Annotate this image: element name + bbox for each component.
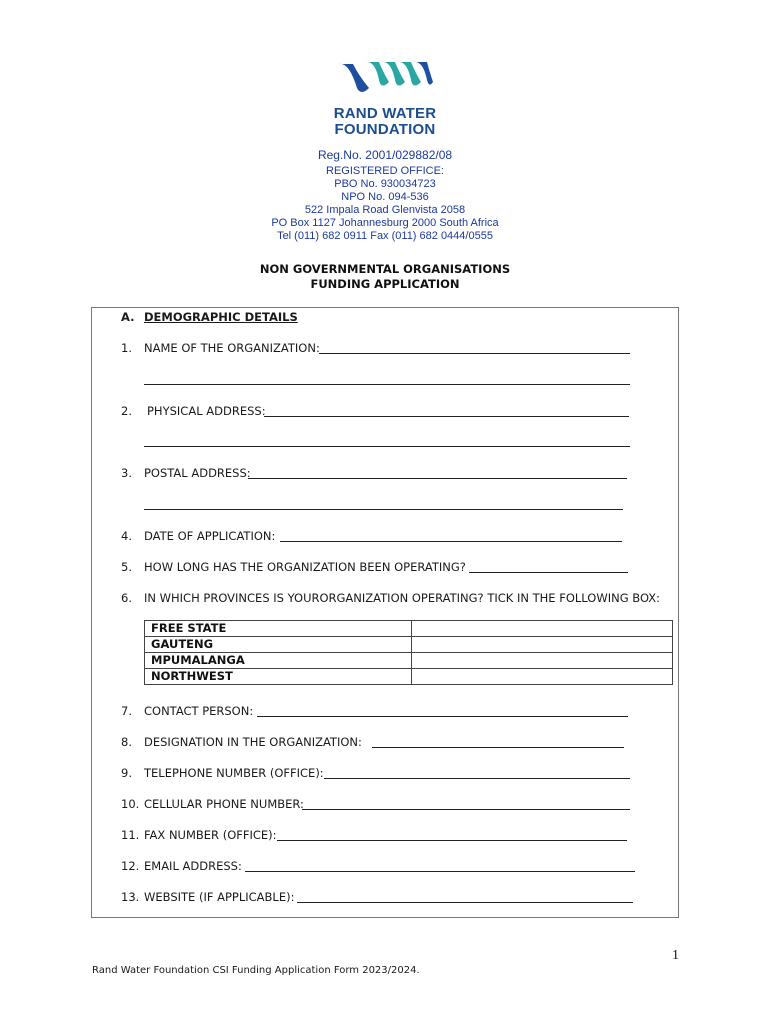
website-input[interactable]: [297, 902, 633, 903]
website-label: WEBSITE (IF APPLICABLE):: [144, 890, 295, 904]
email-address-label: EMAIL ADDRESS:: [144, 859, 242, 873]
postal-address-input-line2[interactable]: [144, 509, 623, 510]
form-title-line2: FUNDING APPLICATION: [310, 277, 460, 291]
field-11-number: 11.: [121, 828, 140, 842]
field-9-number: 9.: [121, 766, 132, 780]
section-title: DEMOGRAPHIC DETAILS: [144, 310, 298, 324]
field-7-number: 7.: [121, 704, 132, 718]
provinces-table: [144, 620, 673, 685]
province-row: [145, 653, 673, 669]
field-13-number: 13.: [121, 890, 140, 904]
field-5-number: 5.: [121, 560, 132, 574]
field-8-number: 8.: [121, 735, 132, 749]
province-tick-box-northwest[interactable]: [412, 669, 673, 685]
npo-number: NPO No. 094-536: [341, 191, 429, 203]
pbo-number: PBO No. 930034723: [334, 178, 436, 190]
tel-fax: Tel (011) 682 0911 Fax (011) 682 0444/0555: [277, 230, 493, 242]
provinces-question-label: IN WHICH PROVINCES IS YOURORGANIZATION OPERATING? TICK IN THE FOLLOWING BOX:: [144, 591, 661, 605]
registration-number: Reg.No. 2001/029882/08: [317, 148, 453, 162]
fax-number-input[interactable]: [277, 840, 627, 841]
physical-address-input-line2[interactable]: [144, 446, 630, 447]
postal-box-address: PO Box 1127 Johannesburg 2000 South Africa: [271, 217, 499, 229]
logo-title-line2: FOUNDATION: [334, 121, 436, 138]
physical-address-input[interactable]: [264, 416, 629, 417]
street-address: 522 Impala Road Glenvista 2058: [304, 204, 466, 216]
organization-name-input-line2[interactable]: [144, 384, 630, 385]
field-12-number: 12.: [121, 859, 140, 873]
physical-address-label: PHYSICAL ADDRESS:: [147, 404, 266, 418]
rand-water-logo: [335, 58, 435, 94]
email-address-input[interactable]: [245, 871, 635, 872]
field-4-number: 4.: [121, 529, 132, 543]
field-1-number: 1.: [121, 341, 132, 355]
province-name: MPUMALANGA: [145, 653, 412, 669]
province-name: GAUTENG: [145, 637, 412, 653]
field-2-number: 2.: [121, 404, 132, 418]
contact-person-label: CONTACT PERSON:: [144, 704, 254, 718]
province-row: [145, 669, 673, 685]
office-telephone-label: TELEPHONE NUMBER (OFFICE):: [144, 766, 324, 780]
province-row: [145, 637, 673, 653]
fax-number-label: FAX NUMBER (OFFICE):: [144, 828, 277, 842]
field-3-number: 3.: [121, 466, 132, 480]
form-title-line1: NON GOVERNMENTAL ORGANISATIONS: [259, 262, 511, 276]
cellular-phone-label: CELLULAR PHONE NUMBER:: [144, 797, 304, 811]
office-telephone-input[interactable]: [324, 778, 630, 779]
designation-label: DESIGNATION IN THE ORGANIZATION:: [144, 735, 362, 749]
demographic-details-box: [91, 307, 679, 918]
date-of-application-input[interactable]: [280, 541, 622, 542]
postal-address-label: POSTAL ADDRESS:: [144, 466, 251, 480]
designation-input[interactable]: [372, 747, 624, 748]
province-tick-box-mpumalanga[interactable]: [412, 653, 673, 669]
province-tick-box-free-state[interactable]: [412, 621, 673, 637]
page-number: 1: [672, 948, 679, 963]
province-tick-box-gauteng[interactable]: [412, 637, 673, 653]
province-name: NORTHWEST: [145, 669, 412, 685]
registered-office-label: REGISTERED OFFICE:: [326, 165, 444, 177]
field-6-number: 6.: [121, 591, 132, 605]
cellular-phone-input[interactable]: [302, 809, 630, 810]
organization-name-input[interactable]: [319, 353, 630, 354]
date-of-application-label: DATE OF APPLICATION:: [144, 529, 276, 543]
postal-address-input[interactable]: [248, 478, 627, 479]
province-row: [145, 621, 673, 637]
logo-title-line1: RAND WATER: [333, 105, 437, 122]
organization-name-label: NAME OF THE ORGANIZATION:: [144, 341, 320, 355]
section-letter: A.: [121, 310, 135, 324]
contact-person-input[interactable]: [257, 716, 628, 717]
province-name: FREE STATE: [145, 621, 412, 637]
years-operating-input[interactable]: [469, 572, 628, 573]
years-operating-label: HOW LONG HAS THE ORGANIZATION BEEN OPERATING?: [144, 560, 466, 574]
footer-text: Rand Water Foundation CSI Funding Application Form 2023/2024.: [92, 965, 420, 976]
field-10-number: 10.: [121, 797, 140, 811]
